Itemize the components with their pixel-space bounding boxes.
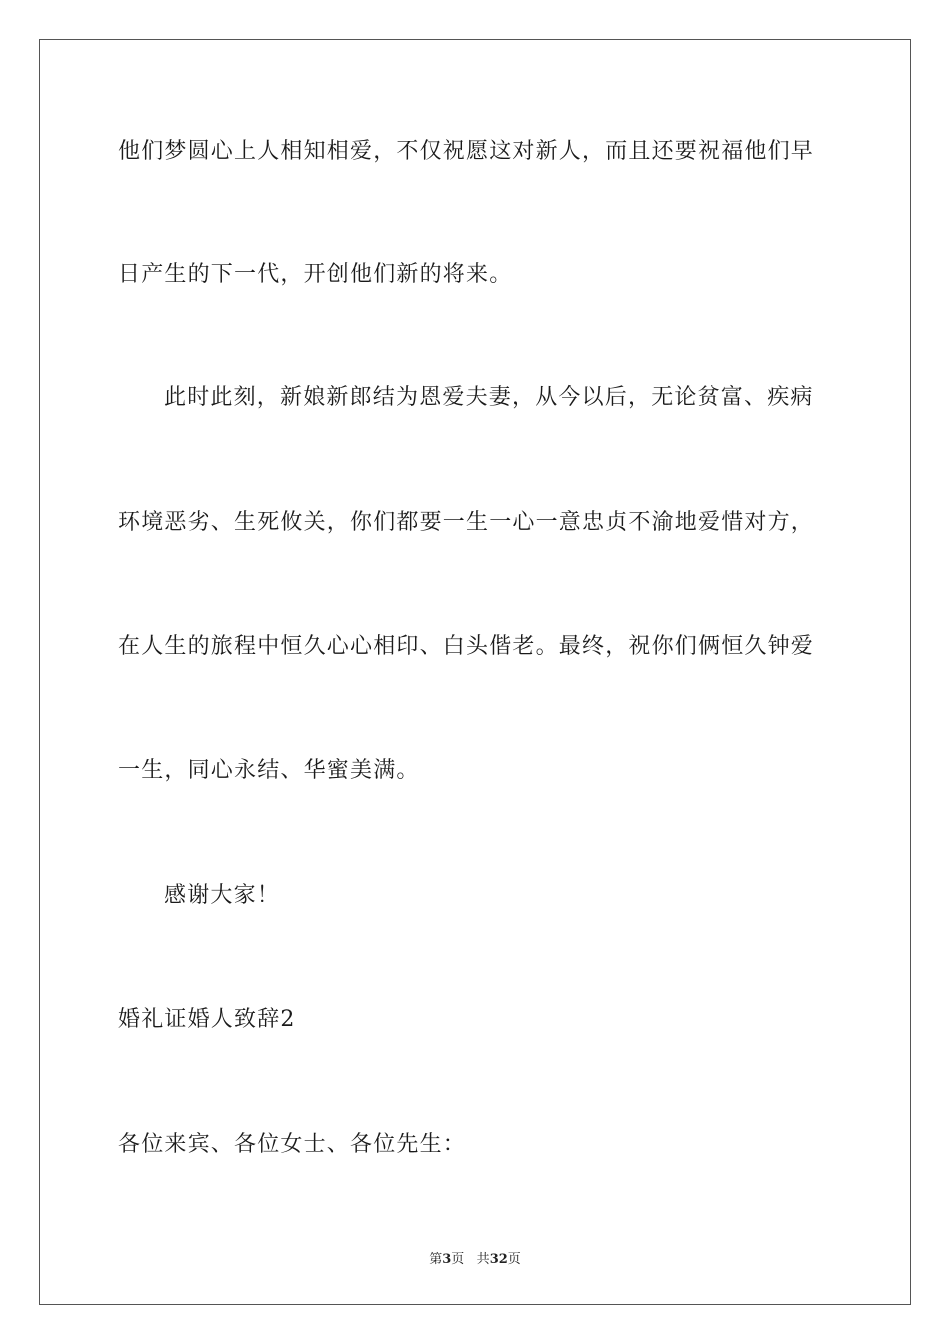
body-line: 一生，同心永结、华蜜美满。 [118,758,420,783]
section-heading: 婚礼证婚人致辞2 [118,1007,296,1032]
current-page-number: 3 [442,1252,452,1267]
footer-total-unit: 页 [507,1252,521,1267]
body-line: 环境恶劣、生死攸关，你们都要一生一心一意忠贞不渝地爱惜对方， [118,510,815,535]
body-line: 在人生的旅程中恒久心心相印、白头偕老。最终，祝你们俩恒久钟爱 [118,634,815,659]
closing-line: 感谢大家！ [164,883,281,908]
salutation-line: 各位来宾、各位女士、各位先生： [118,1132,467,1157]
page-frame [39,39,911,1305]
body-line: 日产生的下一代，开创他们新的将来。 [118,262,513,287]
footer-page-unit: 页 [451,1252,465,1267]
footer-total-prefix: 共 [476,1252,490,1267]
footer-prefix: 第 [429,1252,443,1267]
body-line: 他们梦圆心上人相知相爱，不仅祝愿这对新人，而且还要祝福他们早 [118,139,815,164]
total-pages-number: 32 [489,1252,508,1267]
body-line: 此时此刻，新娘新郎结为恩爱夫妻，从今以后，无论贫富、疾病 [164,385,814,410]
page-footer [0,1248,950,1267]
